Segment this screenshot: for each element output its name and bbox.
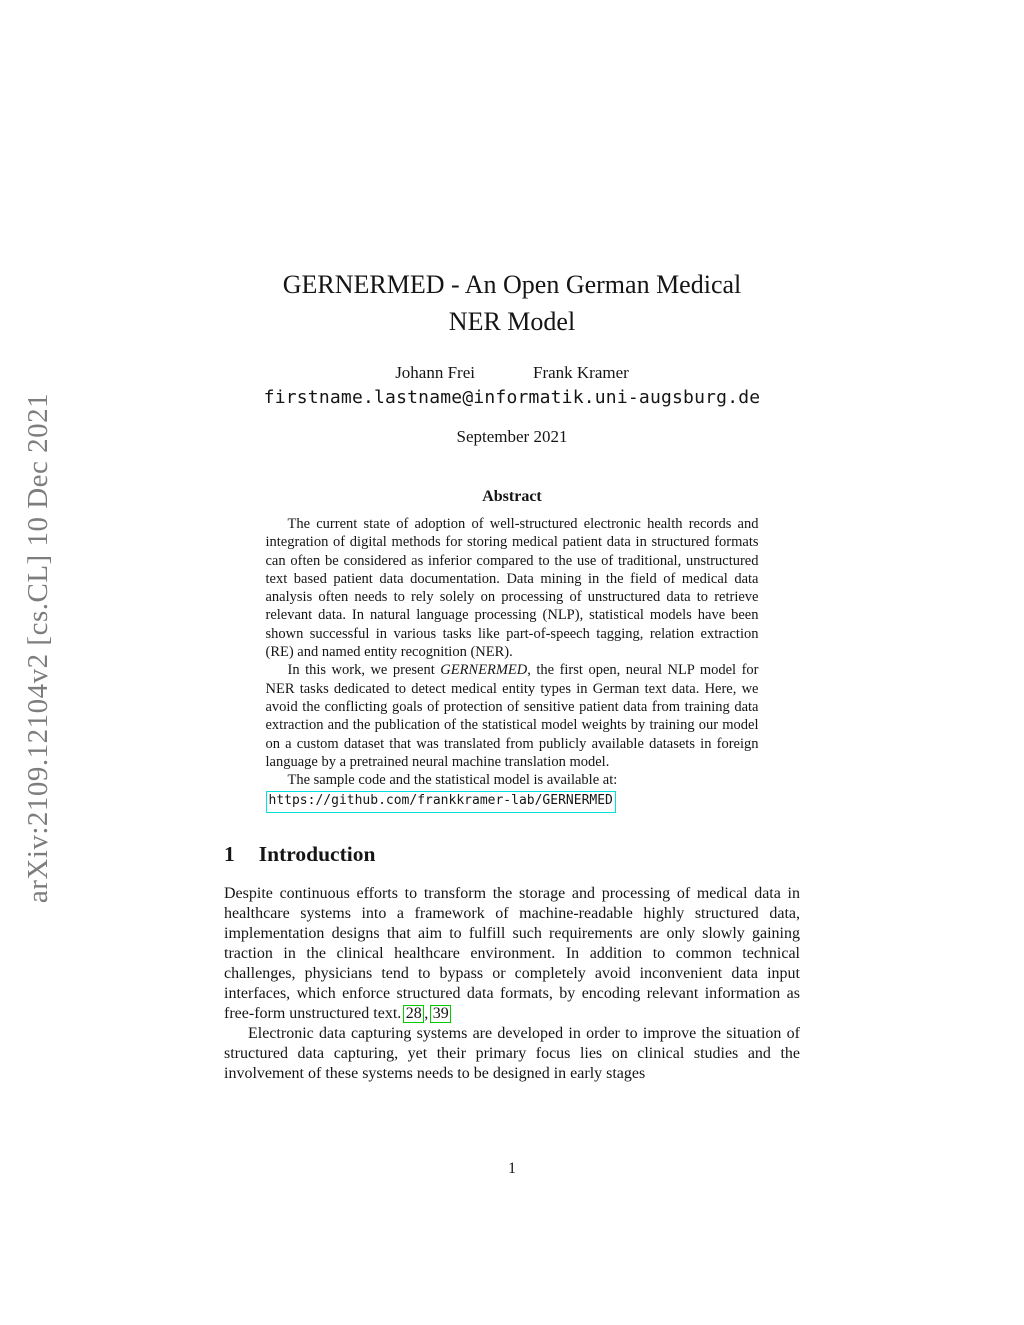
section-title: Introduction <box>258 841 376 866</box>
author-name: Frank Kramer <box>532 363 629 382</box>
section-number: 1 <box>224 841 235 866</box>
model-name-italic: GERNERMED <box>440 662 528 679</box>
abstract-heading: Abstract <box>482 488 542 505</box>
author-name: Johann Frei <box>395 363 475 382</box>
arxiv-watermark: arXiv:2109.12104v2 [cs.CL] 10 Dec 2021 <box>22 392 54 904</box>
paper-title-line2: NER Model <box>448 307 576 336</box>
abstract-availability <box>266 771 759 813</box>
authors-email: firstname.lastname@informatik.uni-augsburg.de <box>263 387 761 408</box>
citation-separator: , <box>424 1004 429 1022</box>
abstract-p2-rest: , the first open, neural NLP model for NER tasks dedicated to detect medical entity types in German text data. Here, we avoid the conflicting goals of protection of sensitive patient data from training data extraction and the publication of the statistical model weights by training our model on a custom dataset that was translated from publicly available datasets in foreign language by a pretrained neural machine translation model. <box>265 662 759 770</box>
introduction-p1-text: Despite continuous efforts to transform the storage and processing of medical data in healthcare systems into a framework of machine-readable highly structured data, implementation designs that aim to fulfill such requirements are only slowly gaining traction in the clinical healthcare environment. In addition to common technical challenges, physicians tend to bypass or completely avoid inconvenient data input interfaces, which enforce structured data formats, by encoding relevant information as free-form unstructured text. <box>224 884 800 1022</box>
section-heading-introduction <box>224 842 800 867</box>
github-repo-link[interactable]: https://github.com/frankkramer-lab/GERNERMED <box>266 791 616 812</box>
abstract-p2-lead: In this work, we present <box>287 662 441 679</box>
citation-link-28[interactable]: 28 <box>403 1005 424 1023</box>
introduction-paragraph-1 <box>224 884 800 1024</box>
paper-content <box>224 0 800 1084</box>
abstract-section <box>266 488 759 813</box>
introduction-paragraph-2: Electronic data capturing systems are developed in order to improve the situation of structured data capturing, yet their primary focus lies on clinical studies and the involvement of these systems needs to be designed in early stages <box>224 1024 800 1082</box>
paper-title-line1: GERNERMED - An Open German Medical <box>282 270 742 299</box>
abstract-paragraph-2 <box>266 661 759 771</box>
paper-date: September 2021 <box>456 427 568 446</box>
paper-title <box>224 266 800 340</box>
availability-text: The sample code and the statistical model is available at: <box>287 772 618 789</box>
authors-row <box>224 363 800 383</box>
page-number: 1 <box>508 1160 516 1177</box>
citation-link-39[interactable]: 39 <box>430 1005 451 1023</box>
abstract-paragraph-1: The current state of adoption of well-structured electronic health records and integration of digital methods for storing medical patient data in structured formats can often be considered as inferior compared to the use of traditional, unstructured text based patient data documentation. Data mining in the field of medical data analysis often needs to rely solely on processing of unstructured data to retrieve relevant data. In natural language processing (NLP), statistical models have been shown successful in various tasks like part-of-speech tagging, relation extraction (RE) and named entity recognition (NER). <box>265 516 759 661</box>
